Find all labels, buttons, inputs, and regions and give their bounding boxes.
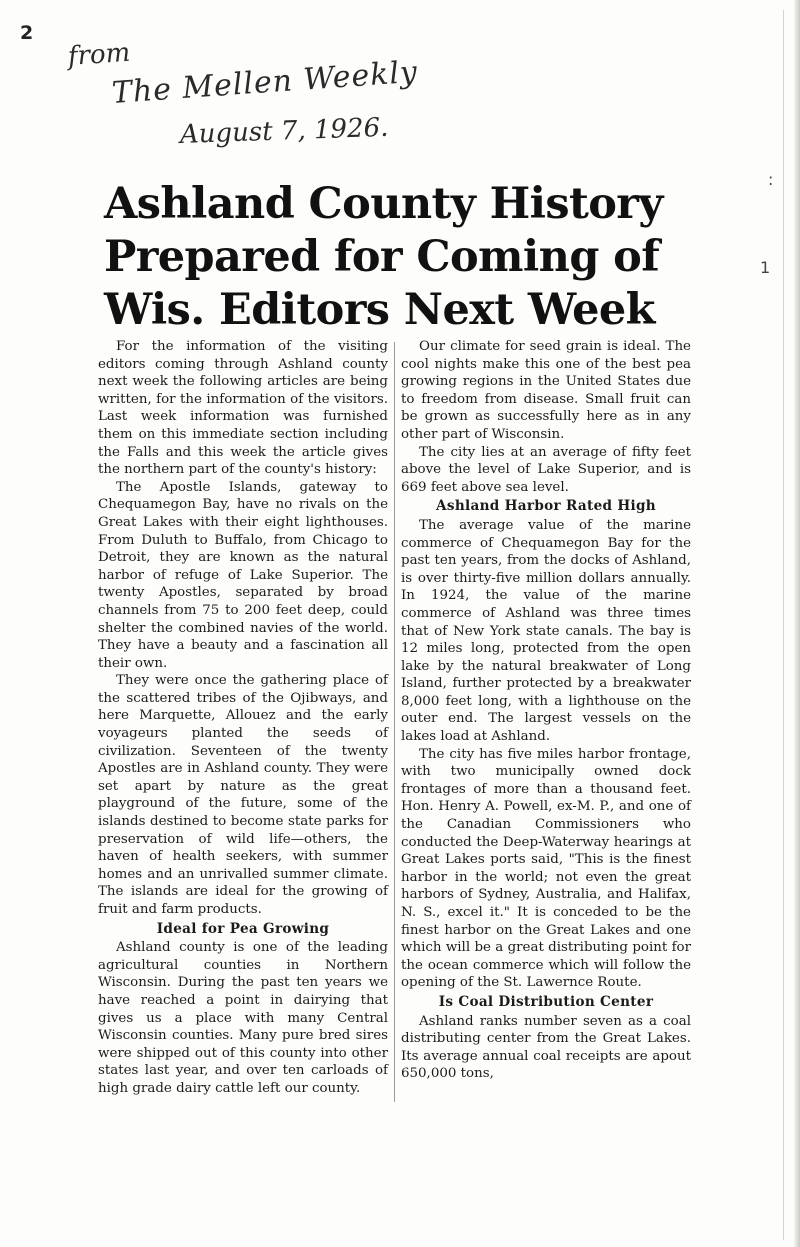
headline-line: Prepared for Coming of [104, 232, 660, 282]
article-column-right [401, 338, 691, 1083]
handwritten-source-label: from [66, 37, 132, 72]
article-column-left [98, 338, 388, 1098]
subheading: Ideal for Pea Growing [156, 920, 330, 937]
headline [96, 178, 700, 337]
scan-page-edge [794, 0, 800, 1247]
headline-line: Wis. Editors Next Week [104, 285, 655, 335]
paragraph: The average value of the marine commerce of Chequamegon Bay for the past ten years, from the docks of Ashland, is over thirty-five million dollars annually. In 1924, the value of the marine commerce of Ashland was three times that of New York state canals. The bay is 12 miles long, protected from the open lake by the natural breakwater of Long Island, further protected by a breakwater 8,000 feet long, with a lighthouse on the outer end. The largest vessels on the lakes load at Ashland. [401, 517, 691, 745]
subheading: Is Coal Distribution Center [438, 993, 654, 1010]
paragraph: Ashland ranks number seven as a coal distributing center from the Great Lakes. Its average annual coal receipts are apout 650,000 tons, [401, 1013, 691, 1082]
paragraph: Ashland county is one of the leading agricultural counties in Northern Wisconsin. During the past ten years we have reached a point in dairying that gives us a place with many Central Wisconsin counties. Many pure bred sires were shipped out of this county into other states last year, and over ten carloads of high grade dairy cattle left our county. [98, 940, 388, 1096]
handwritten-date: August 7, 1926. [179, 112, 389, 150]
subheading: Ashland Harbor Rated High [436, 498, 656, 515]
margin-mark: 1 [760, 258, 771, 277]
paragraph: For the information of the visiting editors coming through Ashland county next week the following articles are being written, for the information of the visitors. Last week information was furnished them on this immediate section including the Falls and this week the article gives the northern part of the county's history: [98, 339, 388, 478]
handwritten-newspaper-name: The Mellen Weekly [110, 54, 419, 111]
paragraph: The Apostle Islands, gateway to Chequamegon Bay, have no rivals on the Great Lakes with their eight lighthouses. From Duluth to Buffalo, from Chicago to Detroit, they are known as the natural harbor of refuge of Lake Superior. The twenty Apostles, separated by broad channels from 75 to 200 feet deep, could shelter the combined navies of the world. They have a beauty and a fascination all their own. [98, 479, 388, 671]
scan-fold-line [783, 10, 784, 1240]
paragraph: The city lies at an average of fifty feet above the level of Lake Superior, and is 669 feet above sea level. [401, 444, 691, 495]
headline-line: Ashland County History [104, 179, 663, 229]
newspaper-clipping [96, 178, 700, 1096]
column-divider [394, 342, 395, 1102]
page-number: 2 [20, 22, 34, 44]
paragraph: The city has five miles harbor frontage, with two municipally owned dock frontages of more than a thousand feet. Hon. Henry A. Powell, ex-M. P., and one of the Canadian Commissioners who conducted the Deep-Waterway hearings at Great Lakes ports said, "This is the finest harbor in the world; not even the great harbors of Sydney, Australia, and Halifax, N. S., excel it." It is conceded to be the finest harbor on the Great Lakes and one which will be a great distributing point for the ocean commerce which will follow the opening of the St. Lawernce Route. [401, 746, 691, 991]
margin-mark: : [768, 170, 774, 189]
paragraph: They were once the gathering place of the scattered tribes of the Ojibways, and here Marquette, Allouez and the early voyageurs planted the seeds of civilization. Seventeen of the twenty Apostles are in Ashland county. They were set apart by nature as the great playground of the future, some of the islands destined to become state parks for preservation of wild life—others, the haven of health seekers, with summer homes and an unrivalled summer climate. The islands are ideal for the growing of fruit and farm products. [98, 673, 388, 917]
paragraph: Our climate for seed grain is ideal. The cool nights make this one of the best pea growing regions in the United States due to freedom from disease. Small fruit can be grown as successfully here as in any other part of Wisconsin. [401, 339, 691, 442]
